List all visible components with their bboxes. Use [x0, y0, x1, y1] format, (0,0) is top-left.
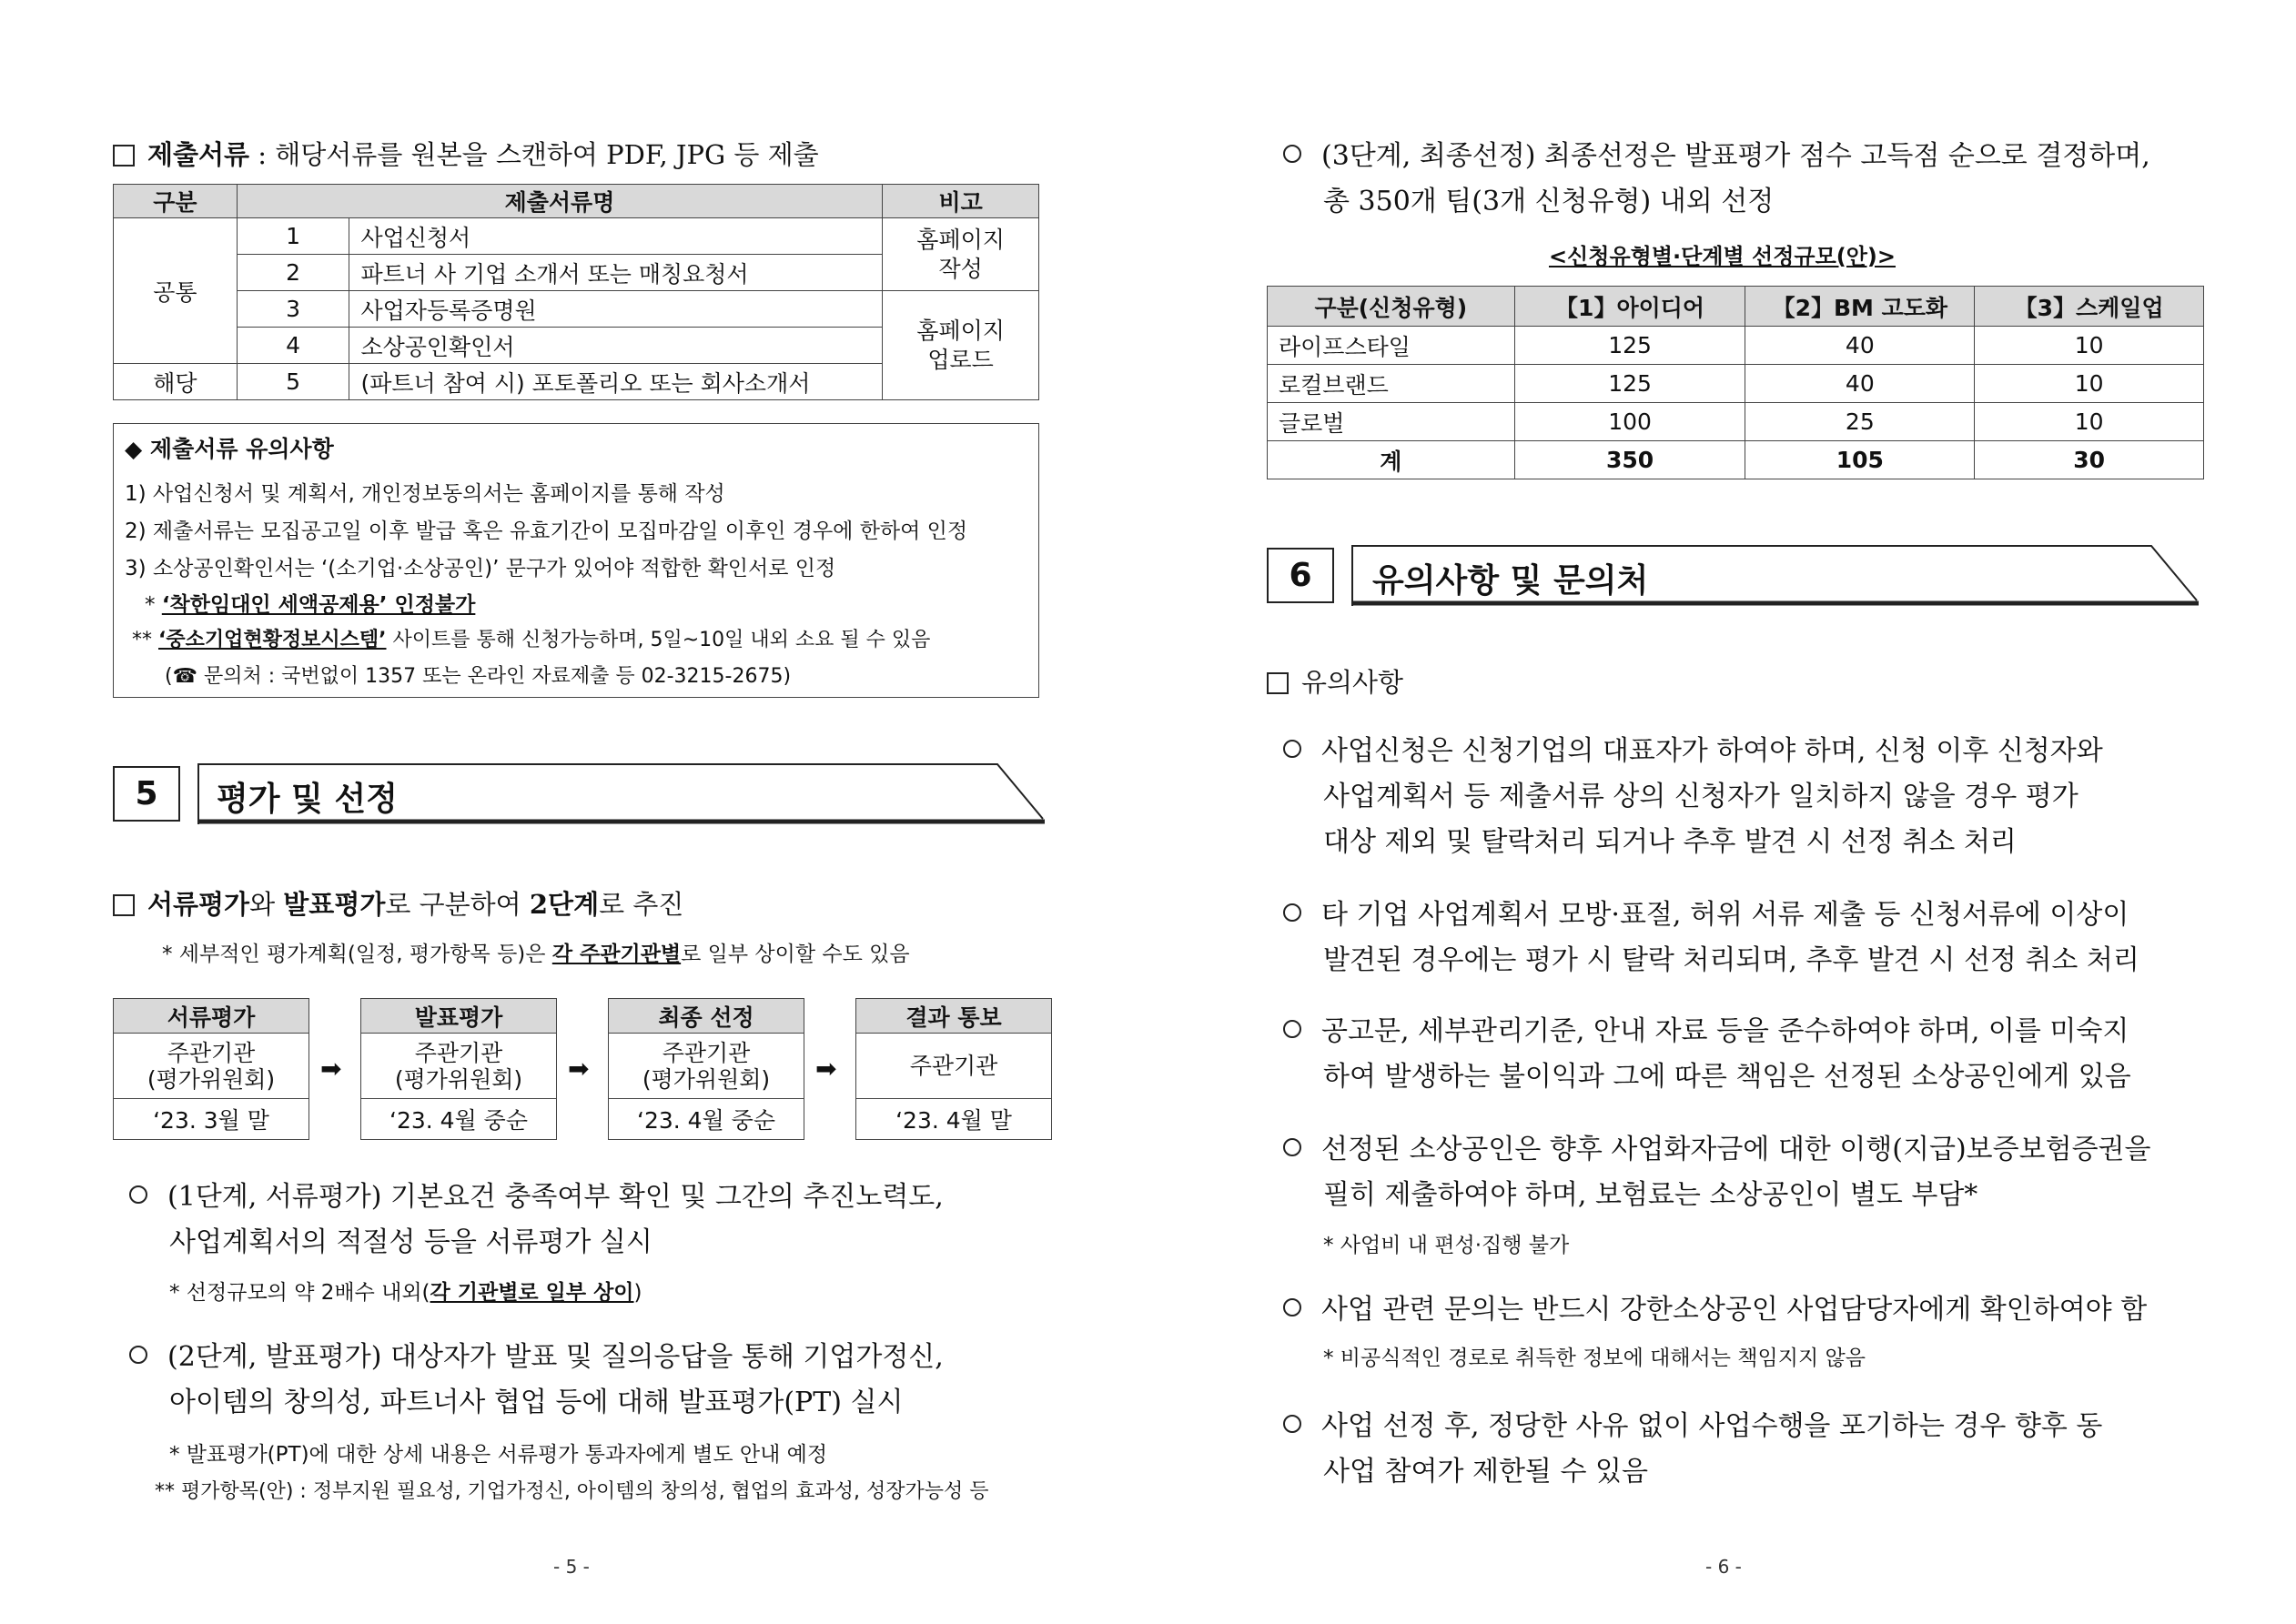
row-no: 3 — [237, 291, 349, 328]
total-label: 계 — [1268, 441, 1515, 479]
submit-docs-heading — [113, 135, 819, 172]
selection-scale-table — [1267, 286, 2204, 479]
note-b6-line-1: 사업 선정 후, 정당한 사유 없이 사업수행을 포기하는 경우 향후 동 — [1283, 1403, 2102, 1443]
total-value: 30 — [1975, 441, 2204, 479]
arrow-right-icon: ➡ — [320, 1054, 342, 1084]
page-6 — [1148, 0, 2296, 1624]
row-doc-name: (파트너 참여 시) 포토폴리오 또는 회사소개서 — [349, 364, 883, 400]
notes-heading: 유의사항 — [1267, 662, 1403, 700]
circle-bullet-icon — [1283, 740, 1301, 758]
circle-bullet-icon — [129, 1346, 147, 1364]
flow-step-head: 최종 선정 — [609, 999, 804, 1034]
th-type: 구분(신청유형) — [1268, 287, 1515, 327]
step2-line-2: 아이템의 창의성, 파트너사 협업 등에 대해 발표평가(PT) 실시 — [169, 1387, 904, 1418]
step1-note: * 선정규모의 약 2배수 내외(각 기관별로 일부 상이) — [169, 1281, 642, 1305]
note-b1-line-1: 사업신청은 신청기업의 대표자가 하여야 하며, 신청 이후 신청자와 — [1283, 728, 2103, 768]
arrow-right-icon: ➡ — [568, 1054, 590, 1084]
step1-line-2: 사업계획서의 적절성 등을 서류평가 실시 — [169, 1226, 652, 1258]
th-scaleup: 【3】스케일업 — [1975, 287, 2204, 327]
note-line-4: * ‘착한임대인 세액공제용’ 인정불가 — [145, 593, 476, 617]
circle-bullet-icon — [1283, 1138, 1301, 1156]
circle-bullet-icon — [1283, 903, 1301, 922]
th-doc-name: 제출서류명 — [237, 185, 882, 218]
step1-line-1: (1단계, 서류평가) 기본요건 충족여부 확인 및 그간의 추진노력도, — [129, 1174, 944, 1214]
eval-heading: 서류평가와 발표평가로 구분하여 2단계로 추진 — [113, 884, 683, 922]
flow-step-date: ‘23. 4월 말 — [895, 1107, 1012, 1134]
notes-title: ◆ 제출서류 유의사항 — [125, 436, 334, 462]
submit-notes-box — [113, 423, 1039, 698]
group-applicable: 해당 — [114, 364, 238, 400]
note-b5-line-1: 사업 관련 문의는 반드시 강한소상공인 사업담당자에게 확인하여야 함 — [1283, 1286, 2147, 1326]
circle-bullet-icon — [1283, 1298, 1301, 1316]
flow-step-date: ‘23. 4월 중순 — [389, 1107, 528, 1134]
note-line-6: (☎ 문의처 : 국번없이 1357 또는 온라인 자료제출 등 02-3215-2675) — [165, 665, 792, 688]
row-doc-name: 사업신청서 — [349, 218, 883, 255]
flow-step-owner: 주관기관 — [856, 1034, 1051, 1099]
total-value: 105 — [1745, 441, 1975, 479]
note-b4-line-2: 필히 제출하여야 하며, 보험료는 소상공인이 별도 부담* — [1323, 1179, 1978, 1211]
cell-value: 10 — [1975, 327, 2204, 365]
total-value: 350 — [1514, 441, 1745, 479]
circle-bullet-icon — [1283, 1415, 1301, 1433]
flow-step-head: 발표평가 — [361, 999, 556, 1034]
flow-step-doc-review — [113, 998, 309, 1140]
group-common: 공통 — [114, 218, 238, 364]
flow-step-head: 결과 통보 — [856, 999, 1051, 1034]
cell-value: 10 — [1975, 365, 2204, 403]
remark-homepage-write: 홈페이지 작성 — [883, 218, 1039, 291]
checkbox-square-icon — [113, 145, 135, 166]
row-doc-name: 소상공인확인서 — [349, 328, 883, 364]
page-number: - 6 - — [1705, 1556, 1742, 1578]
section-number-5: 5 — [113, 766, 180, 822]
cell-value: 40 — [1745, 365, 1975, 403]
cell-value: 10 — [1975, 403, 2204, 441]
row-no: 1 — [237, 218, 349, 255]
th-remark: 비고 — [883, 185, 1039, 218]
eval-note: * 세부적인 평가계획(일정, 평가항목 등)은 각 주관기관별로 일부 상이할 수도 있음 — [162, 943, 910, 966]
flow-step-head: 서류평가 — [114, 999, 308, 1034]
remark-homepage-upload: 홈페이지 업로드 — [883, 291, 1039, 400]
step2-line-1: (2단계, 발표평가) 대상자가 발표 및 질의응답을 통해 기업가정신, — [129, 1334, 944, 1374]
circle-bullet-icon — [1283, 145, 1301, 163]
section-number-6: 6 — [1267, 548, 1334, 603]
row-no: 5 — [237, 364, 349, 400]
note-b2-line-2: 발견된 경우에는 평가 시 탈락 처리되며, 추후 발견 시 선정 취소 처리 — [1323, 944, 2139, 976]
section-title-5: 평가 및 선정 — [217, 781, 398, 818]
checkbox-square-icon — [113, 894, 135, 916]
step2-note-2: ** 평가항목(안) : 정부지원 필요성, 기업가정신, 아이템의 창의성, 협업의 효과성, 성장가능성 등 — [155, 1480, 989, 1503]
cell-value: 100 — [1514, 403, 1745, 441]
flow-step-result — [855, 998, 1052, 1140]
note-line-1: 1) 사업신청서 및 계획서, 개인정보동의서는 홈페이지를 통해 작성 — [125, 482, 725, 506]
cell-value: 40 — [1745, 327, 1975, 365]
th-category: 구분 — [114, 185, 238, 218]
row-no: 4 — [237, 328, 349, 364]
note-line-2: 2) 제출서류는 모집공고일 이후 발급 혹은 유효기간이 모집마감일 이후인 경우에 한하여 인정 — [125, 519, 968, 543]
flow-step-presentation — [360, 998, 557, 1140]
row-doc-name: 파트너 사 기업 소개서 또는 매칭요청서 — [349, 255, 883, 291]
note-line-5: ** ‘중소기업현황정보시스템’ 사이트를 통해 신청가능하며, 5일~10일 내외 소요 될 수 있음 — [132, 629, 931, 651]
cell-value: 125 — [1514, 327, 1745, 365]
cell-value: 25 — [1745, 403, 1975, 441]
note-b4-sub: * 사업비 내 편성·집행 불가 — [1323, 1234, 1570, 1257]
note-b2-line-1: 타 기업 사업계획서 모방·표절, 허위 서류 제출 등 신청서류에 이상이 — [1283, 892, 2129, 932]
note-b1-line-2: 사업계획서 등 제출서류 상의 신청자가 일치하지 않을 경우 평가 — [1323, 781, 2079, 812]
note-b1-line-3: 대상 제외 및 탈락처리 되거나 추후 발견 시 선정 취소 처리 — [1323, 826, 2017, 858]
row-type: 로컬브랜드 — [1268, 365, 1515, 403]
row-no: 2 — [237, 255, 349, 291]
flow-step-final — [608, 998, 804, 1140]
row-type: 라이프스타일 — [1268, 327, 1515, 365]
step3-line-2: 총 350개 팀(3개 신청유형) 내외 선정 — [1323, 186, 1775, 217]
flow-step-date: ‘23. 3월 말 — [153, 1107, 269, 1134]
submit-docs-desc: : 해당서류를 원본을 스캔하여 PDF, JPG 등 제출 — [249, 139, 819, 170]
note-line-3: 3) 소상공인확인서는 ‘(소기업·소상공인)’ 문구가 있어야 적합한 확인서로 인정 — [125, 557, 836, 580]
th-bm: 【2】BM 고도화 — [1745, 287, 1975, 327]
arrow-right-icon: ➡ — [815, 1054, 837, 1084]
step3-line-1: (3단계, 최종선정) 최종선정은 발표평가 점수 고득점 순으로 결정하며, — [1283, 133, 2150, 173]
page-number: - 5 - — [553, 1556, 590, 1578]
flow-step-owner: 주관기관 (평가위원회) — [361, 1034, 556, 1099]
circle-bullet-icon — [1283, 1020, 1301, 1038]
row-type: 글로벌 — [1268, 403, 1515, 441]
note-b3-line-1: 공고문, 세부관리기준, 안내 자료 등을 준수하여야 하며, 이를 미숙지 — [1283, 1008, 2129, 1048]
scale-table-caption: <신청유형별·단계별 선정규모(안)> — [1548, 244, 1896, 269]
checkbox-square-icon — [1267, 672, 1289, 694]
th-idea: 【1】아이디어 — [1514, 287, 1745, 327]
flow-step-date: ‘23. 4월 중순 — [637, 1107, 775, 1134]
flow-step-owner: 주관기관 (평가위원회) — [609, 1034, 804, 1099]
step2-note-1: * 발표평가(PT)에 대한 상세 내용은 서류평가 통과자에게 별도 안내 예정 — [169, 1443, 828, 1467]
section-title-6: 유의사항 및 문의처 — [1372, 562, 1649, 600]
note-b4-line-1: 선정된 소상공인은 향후 사업화자금에 대한 이행(지급)보증보험증권을 — [1283, 1126, 2151, 1166]
note-b3-line-2: 하여 발생하는 불이익과 그에 따른 책임은 선정된 소상공인에게 있음 — [1323, 1061, 2131, 1093]
note-b5-sub: * 비공식적인 경로로 취득한 정보에 대해서는 책임지지 않음 — [1323, 1347, 1866, 1370]
submit-docs-label: 제출서류 — [147, 139, 250, 170]
submit-docs-table — [113, 184, 1039, 400]
row-doc-name: 사업자등록증명원 — [349, 291, 883, 328]
cell-value: 125 — [1514, 365, 1745, 403]
circle-bullet-icon — [129, 1185, 147, 1204]
note-b6-line-2: 사업 참여가 제한될 수 있음 — [1323, 1456, 1648, 1488]
flow-step-owner: 주관기관 (평가위원회) — [114, 1034, 308, 1099]
